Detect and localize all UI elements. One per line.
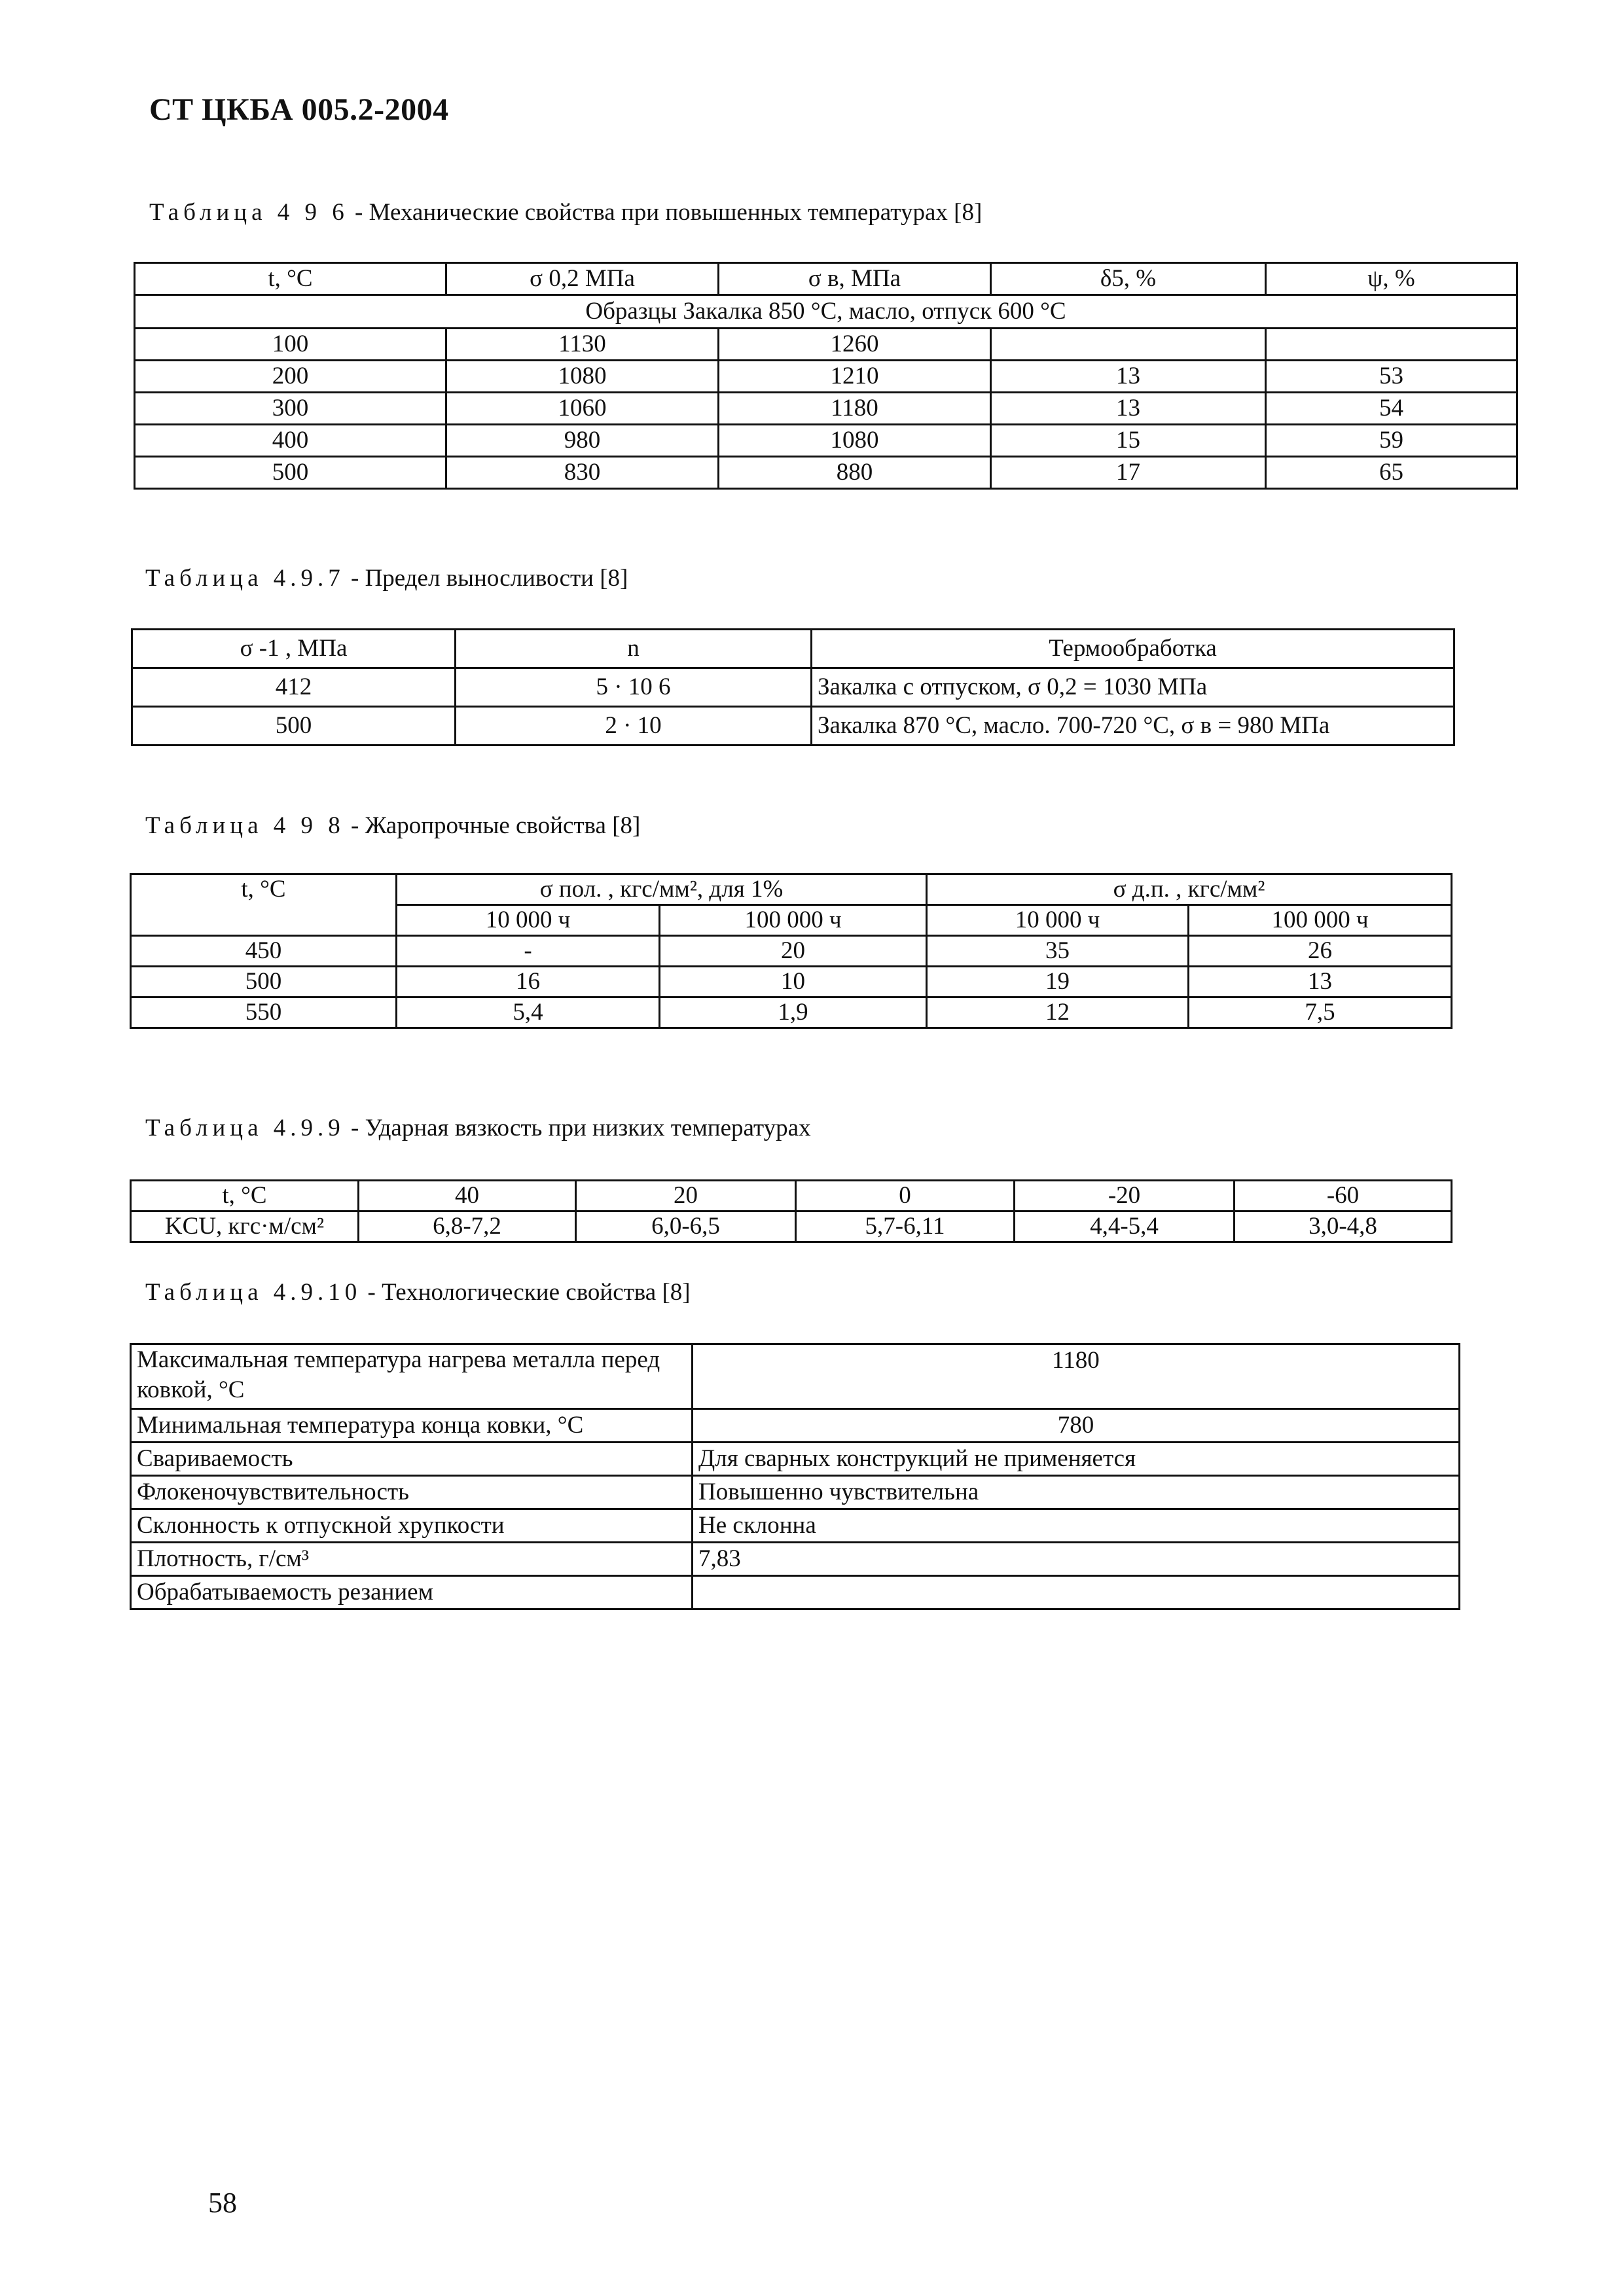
table-4910-title: - Технологические свойства [8] — [361, 1279, 691, 1306]
cell: 500 — [131, 967, 397, 997]
header-cell: δ5, % — [991, 263, 1266, 295]
cell: 5,7-6,11 — [796, 1211, 1015, 1242]
cell: 1130 — [446, 329, 719, 361]
cell: 12 — [927, 997, 1189, 1028]
table-497-title: - Предел выносливости [8] — [344, 565, 628, 592]
cell: 450 — [131, 936, 397, 967]
cell: 100 — [135, 329, 446, 361]
table-header-row — [132, 630, 1454, 668]
cell: Флокеночувствительность — [131, 1476, 693, 1509]
table-row — [131, 1211, 1452, 1242]
header-cell: 100 000 ч — [1189, 905, 1452, 936]
cell: 780 — [693, 1409, 1460, 1443]
cell: Не склонна — [693, 1509, 1460, 1543]
table-row — [131, 1509, 1460, 1543]
cell: 15 — [991, 425, 1266, 457]
cell: 500 — [135, 457, 446, 489]
cell: 1080 — [446, 361, 719, 393]
cell — [991, 329, 1266, 361]
header-cell: σ пол. , кгс/мм², для 1% — [397, 874, 927, 905]
header-cell: 10 000 ч — [397, 905, 660, 936]
cell: Минимальная температура конца ковки, °C — [131, 1409, 693, 1443]
table-row — [131, 936, 1452, 967]
cell: 1260 — [719, 329, 991, 361]
cell: 7,5 — [1189, 997, 1452, 1028]
table-row — [131, 1181, 1452, 1211]
header-cell: 10 000 ч — [927, 905, 1189, 936]
sample-condition: Образцы Закалка 850 °C, масло, отпуск 600 °C — [135, 295, 1517, 329]
cell: 200 — [135, 361, 446, 393]
cell: 1180 — [719, 393, 991, 425]
cell: 412 — [132, 668, 456, 707]
cell: 1210 — [719, 361, 991, 393]
table-row — [131, 1576, 1460, 1609]
cell: 5,4 — [397, 997, 660, 1028]
table-499 — [130, 1179, 1453, 1243]
header-cell: ψ, % — [1266, 263, 1517, 295]
cell: 980 — [446, 425, 719, 457]
cell: 1,9 — [660, 997, 927, 1028]
cell: 6,0-6,5 — [576, 1211, 796, 1242]
table-497 — [131, 628, 1455, 746]
header-cell: σ 0,2 МПа — [446, 263, 719, 295]
cell: 300 — [135, 393, 446, 425]
cell: 1060 — [446, 393, 719, 425]
cell: 4,4-5,4 — [1015, 1211, 1235, 1242]
cell: -20 — [1015, 1181, 1235, 1211]
header-cell: σ -1 , МПа — [132, 630, 456, 668]
cell: 6,8-7,2 — [359, 1211, 576, 1242]
cell: 13 — [991, 361, 1266, 393]
table-row — [135, 425, 1517, 457]
cell: 0 — [796, 1181, 1015, 1211]
cell: 20 — [576, 1181, 796, 1211]
header-cell: σ в, МПа — [719, 263, 991, 295]
cell: 2 · 10 — [456, 707, 812, 745]
header-cell: 100 000 ч — [660, 905, 927, 936]
table-subheader-row — [135, 295, 1517, 329]
cell: Плотность, г/см³ — [131, 1543, 693, 1576]
table-498 — [130, 873, 1453, 1029]
table-498-label: Таблица 4 9 8 — [145, 812, 345, 839]
table-header-row — [131, 874, 1452, 905]
cell: 26 — [1189, 936, 1452, 967]
cell: -60 — [1235, 1181, 1452, 1211]
table-row — [131, 1409, 1460, 1443]
table-496-caption — [149, 198, 982, 226]
cell: 1080 — [719, 425, 991, 457]
table-496-title: - Механические свойства при повышенных температурах [8] — [348, 199, 983, 226]
cell: 17 — [991, 457, 1266, 489]
table-row — [131, 1476, 1460, 1509]
cell: Закалка с отпуском, σ 0,2 = 1030 МПа — [812, 668, 1454, 707]
cell: 550 — [131, 997, 397, 1028]
cell — [693, 1576, 1460, 1609]
cell: 10 — [660, 967, 927, 997]
table-499-label: Таблица 4.9.9 — [145, 1115, 345, 1141]
cell: KCU, кгс·м/см² — [131, 1211, 359, 1242]
header-cell: t, °C — [131, 874, 397, 936]
table-row — [131, 1344, 1460, 1409]
header-cell: Термообработка — [812, 630, 1454, 668]
cell: 35 — [927, 936, 1189, 967]
cell: 13 — [1189, 967, 1452, 997]
cell: 3,0-4,8 — [1235, 1211, 1452, 1242]
table-497-label: Таблица 4.9.7 — [145, 565, 345, 592]
table-496-label: Таблица 4 9 6 — [149, 199, 349, 226]
table-497-caption — [145, 564, 628, 592]
table-row — [131, 997, 1452, 1028]
cell: 20 — [660, 936, 927, 967]
table-row — [135, 393, 1517, 425]
table-row — [132, 668, 1454, 707]
table-row — [135, 457, 1517, 489]
document-header: СТ ЦКБА 005.2-2004 — [149, 92, 449, 127]
cell: - — [397, 936, 660, 967]
cell: 59 — [1266, 425, 1517, 457]
cell: 16 — [397, 967, 660, 997]
cell: 40 — [359, 1181, 576, 1211]
table-row — [135, 361, 1517, 393]
table-498-title: - Жаропрочные свойства [8] — [344, 812, 641, 839]
cell: 500 — [132, 707, 456, 745]
cell: Обрабатываемость резанием — [131, 1576, 693, 1609]
cell: Повышенно чувствительна — [693, 1476, 1460, 1509]
table-4910-label: Таблица 4.9.10 — [145, 1279, 362, 1306]
table-4910-caption — [145, 1278, 691, 1306]
header-cell: σ д.п. , кгс/мм² — [927, 874, 1452, 905]
cell: Закалка 870 °C, масло. 700-720 °C, σ в = 980 МПа — [812, 707, 1454, 745]
table-row — [135, 329, 1517, 361]
cell: t, °C — [131, 1181, 359, 1211]
cell: 54 — [1266, 393, 1517, 425]
table-496 — [134, 262, 1518, 490]
table-row — [131, 1443, 1460, 1476]
cell: Для сварных конструкций не применяется — [693, 1443, 1460, 1476]
cell: 7,83 — [693, 1543, 1460, 1576]
header-cell: t, °C — [135, 263, 446, 295]
table-499-caption — [145, 1114, 811, 1142]
cell: 13 — [991, 393, 1266, 425]
cell: 400 — [135, 425, 446, 457]
table-row — [131, 1543, 1460, 1576]
table-header-row — [135, 263, 1517, 295]
table-row — [131, 967, 1452, 997]
cell: 53 — [1266, 361, 1517, 393]
cell: Склонность к отпускной хрупкости — [131, 1509, 693, 1543]
cell: 880 — [719, 457, 991, 489]
cell: 1180 — [693, 1344, 1460, 1409]
cell: 830 — [446, 457, 719, 489]
cell: 5 · 10 6 — [456, 668, 812, 707]
table-4910 — [130, 1343, 1460, 1610]
header-cell: n — [456, 630, 812, 668]
page-number: 58 — [208, 2187, 237, 2219]
cell: Максимальная температура нагрева металла перед ковкой, °C — [131, 1344, 693, 1409]
cell: 19 — [927, 967, 1189, 997]
cell — [1266, 329, 1517, 361]
table-498-caption — [145, 812, 640, 840]
cell: Свариваемость — [131, 1443, 693, 1476]
table-row — [132, 707, 1454, 745]
cell: 65 — [1266, 457, 1517, 489]
table-499-title: - Ударная вязкость при низких температурах — [344, 1115, 811, 1141]
